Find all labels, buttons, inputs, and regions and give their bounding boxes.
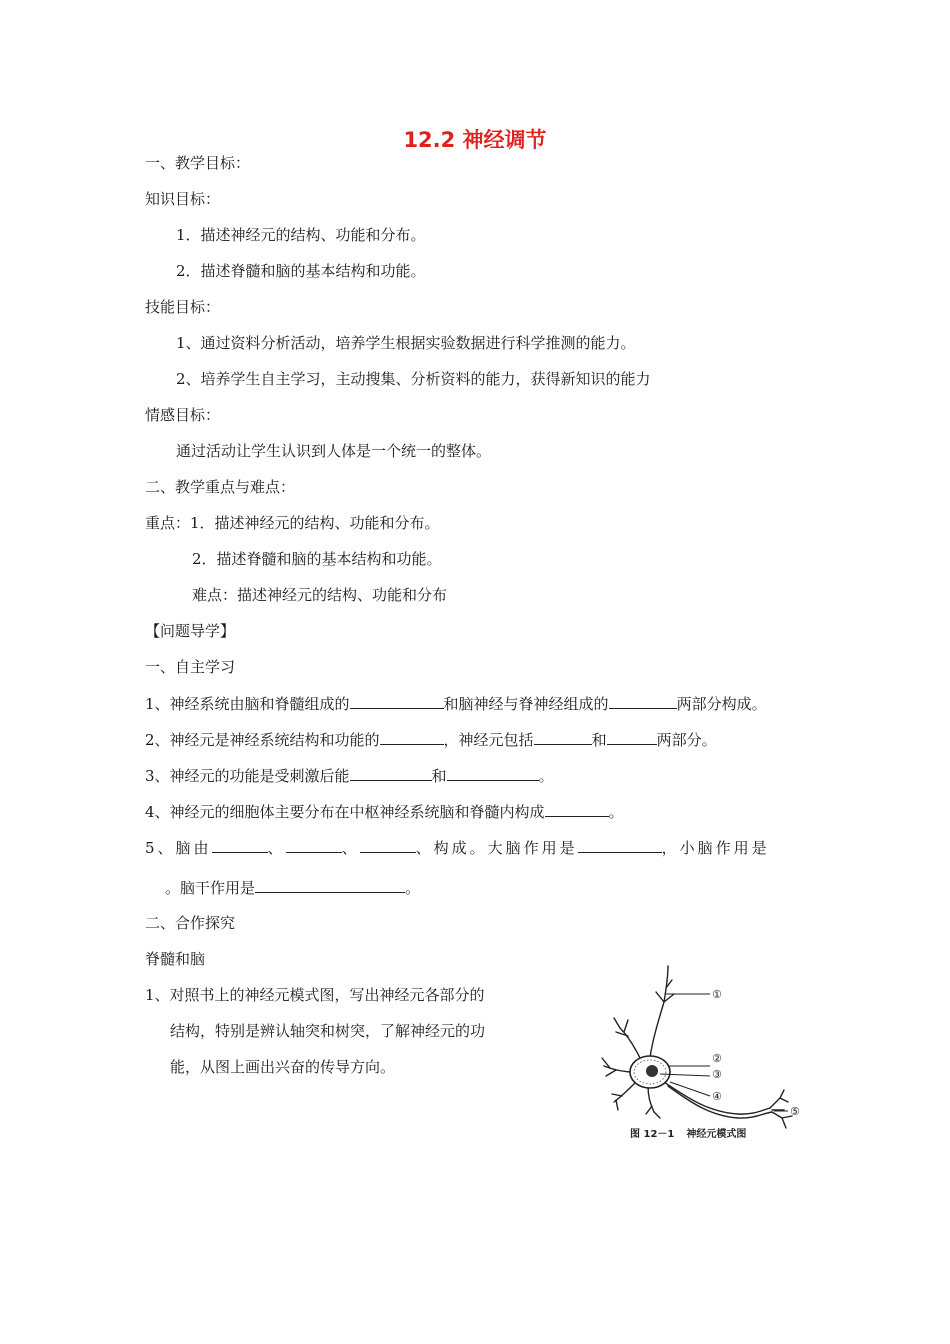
- label-3: ③: [712, 1068, 722, 1081]
- blank-field[interactable]: [380, 729, 444, 745]
- skill-item-2: 2、培养学生自主学习，主动搜集、分析资料的能力，获得新知识的能力: [176, 370, 651, 388]
- task-line-1: 1、对照书上的神经元模式图，写出神经元各部分的: [145, 986, 485, 1004]
- question-1-text-c: 两部分构成。: [676, 695, 767, 713]
- self-study-heading: 一、自主学习: [145, 658, 236, 676]
- question-3-text-a: 3、神经元的功能是受刺激后能: [145, 767, 350, 785]
- key-heading: 二、教学重点与难点：: [145, 478, 296, 496]
- blank-field[interactable]: [447, 765, 539, 781]
- cooperative-subheading: 脊髓和脑: [145, 950, 206, 968]
- blank-field[interactable]: [255, 877, 405, 893]
- blank-field[interactable]: [545, 801, 609, 817]
- blank-field[interactable]: [286, 837, 342, 853]
- question-5-sep-3: 、构成。大脑作用是: [415, 839, 578, 857]
- label-2: ②: [712, 1052, 722, 1065]
- question-5-text-b: ，小脑作用是: [661, 839, 770, 857]
- question-5-text-c: 。脑干作用是: [165, 879, 256, 897]
- question-5-text-d: 。: [405, 879, 421, 897]
- task-line-3: 能，从图上画出兴奋的传导方向。: [170, 1058, 396, 1076]
- blank-field[interactable]: [350, 693, 444, 709]
- question-1-text-a: 1、神经系统由脑和脊髓组成的: [145, 695, 350, 713]
- label-4: ④: [712, 1090, 722, 1103]
- label-1: ①: [712, 988, 722, 1001]
- knowledge-item-1: 1．描述神经元的结构、功能和分布。: [176, 226, 426, 244]
- page-title: 12.2 神经调节: [403, 128, 547, 152]
- question-2: [145, 729, 717, 750]
- question-5-sep-1: 、: [267, 839, 286, 857]
- cooperative-heading: 二、合作探究: [145, 914, 236, 932]
- knowledge-item-2: 2．描述脊髓和脑的基本结构和功能。: [176, 262, 426, 280]
- question-2-text-a: 2、神经元是神经系统结构和功能的: [145, 731, 380, 749]
- question-2-text-b: ，神经元包括: [443, 731, 534, 749]
- question-1-text-b: 和脑神经与脊神经组成的: [443, 695, 609, 713]
- figure-caption-text: 神经元模式图: [686, 1129, 747, 1140]
- question-2-text-d: 两部分。: [656, 731, 717, 749]
- blank-field[interactable]: [350, 765, 432, 781]
- key-item-1: 重点：1．描述神经元的结构、功能和分布。: [145, 514, 440, 532]
- question-4: [145, 801, 624, 822]
- figure-caption: [630, 1125, 758, 1140]
- question-3-text-b: 和: [431, 767, 447, 785]
- skill-item-1: 1、通过资料分析活动，培养学生根据实验数据进行科学推测的能力。: [176, 334, 636, 352]
- blank-field[interactable]: [360, 837, 416, 853]
- question-5-sep-2: 、: [341, 839, 360, 857]
- blank-field[interactable]: [212, 837, 268, 853]
- blank-field[interactable]: [609, 693, 677, 709]
- goals-heading: 一、教学目标：: [145, 154, 251, 172]
- question-4-text-a: 4、神经元的细胞体主要分布在中枢神经系统脑和脊髓内构成: [145, 803, 545, 821]
- question-2-text-c: 和: [591, 731, 607, 749]
- label-markers: [712, 988, 800, 1118]
- knowledge-heading: 知识目标：: [145, 190, 221, 208]
- question-3-text-c: 。: [538, 767, 554, 785]
- question-3: [145, 765, 554, 786]
- neuron-diagram: [598, 962, 818, 1148]
- label-5: ⑤: [790, 1105, 800, 1118]
- task-line-2: 结构，特别是辨认轴突和树突，了解神经元的功: [170, 1022, 486, 1040]
- nucleus: [646, 1065, 658, 1077]
- question-4-text-b: 。: [608, 803, 624, 821]
- question-5-text-a: 5、脑由: [145, 839, 212, 857]
- neuron-drawing: [602, 966, 792, 1128]
- key-item-2: 2．描述脊髓和脑的基本结构和功能。: [192, 550, 442, 568]
- question-1: [145, 693, 767, 714]
- skill-heading: 技能目标：: [145, 298, 221, 316]
- question-5-continued: [165, 877, 420, 898]
- difficulty-item: 难点：描述神经元的结构、功能和分布: [192, 586, 448, 604]
- guide-heading: 【问题导学】: [145, 622, 236, 640]
- emotion-item-1: 通过活动让学生认识到人体是一个统一的整体。: [176, 442, 492, 460]
- blank-field[interactable]: [607, 729, 657, 745]
- question-5: [145, 837, 770, 858]
- blank-field[interactable]: [578, 837, 662, 853]
- figure-caption-number: 图 12－1: [630, 1129, 675, 1140]
- emotion-heading: 情感目标：: [145, 406, 221, 424]
- blank-field[interactable]: [534, 729, 592, 745]
